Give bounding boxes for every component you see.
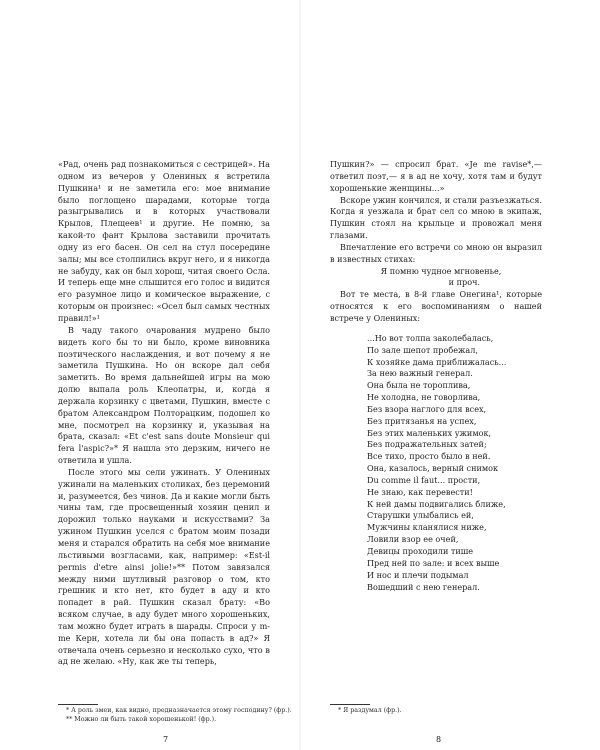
poem-line: За нею важный генерал.: [367, 368, 473, 379]
onegin-poem: [367, 333, 542, 594]
right-footnotes: [330, 706, 542, 715]
right-paragraph-1: Пушкин?» — спросил брат. «Je me ravise*,— ответил поэт,— я в ад не хочу, хотя там и будут хорошенькие женщины...»: [330, 159, 542, 193]
right-footnote-1: * Я раздумал (фр.).: [338, 707, 402, 714]
poem-line: ...Но вот толпа заколебалась,: [367, 332, 494, 343]
left-footnote-rule: [58, 704, 98, 705]
left-page-number: 7: [163, 735, 169, 744]
poem-line: Пред ней по зале: и всех выше: [367, 557, 500, 568]
poem-line: Девицы проходили тише: [367, 546, 474, 556]
poem-line: Ловили взор ее очей,: [367, 534, 459, 545]
poem-line: Она, казалось, верный снимок: [367, 463, 499, 474]
poem-line: Она была не тороплива,: [367, 380, 471, 391]
poem-line: Без взора наглого для всех,: [367, 403, 487, 414]
left-text-column: [58, 159, 270, 668]
poem-line: Все тихо, просто было в ней.: [367, 451, 491, 462]
poem-line: По зале шепот пробежал,: [367, 344, 478, 355]
poem-line: К хозяйке дама приближалась...: [367, 356, 507, 367]
right-paragraph-4: Вот те места, в 8-й главе Онегина¹, которые относятся к его воспоминаниям о нашей встрече у Олениных:: [330, 289, 542, 323]
right-footnote-rule: [330, 704, 370, 705]
verse-quote-first-line: Я помню чудное мгновенье,: [380, 265, 502, 276]
poem-line: Старушки улыбались ей,: [367, 510, 474, 521]
left-paragraph-2: В чаду такого очарования мудрено было видеть кого бы то ни было, кроме виновника поэтического наслаждения, и вот почему я не заметила Пушкина. Но он вскоре дал себя заметить. Во время дальнейшей игры на мою долю выпала роль Клеопатры, и, когда я держала корзинку с цветами, Пушкин, вместе с братом Александром Полторацким, подошел ко мне, посмотрел на корзинку и, указывая на брата, сказал: «Et c'est sans doute Monsieur qui fera l'aspic?»* Я нашла это дерзким, ничего не ответила и ушла.: [58, 324, 270, 466]
poem-line: Мужчины кланялися ниже,: [367, 522, 487, 533]
poem-line: Без притязанья на успех,: [367, 415, 477, 426]
poem-line: И нос и плечи подымал: [367, 569, 469, 580]
left-paragraph-3: После этого мы сели ужинать. У Олениных ужинали на маленьких столиках, без церемоний и, разумеется, без чинов. Да и какие могли быть чины там, где просвещенный хозяин ценил и дорожил только науками и искусствами? За ужином Пушкин уселся с братом моим позади меня и старался обратить на себя мое внимание льстивыми возгласами, как, например: «Est-il permis d'etre ainsi jolie!»** Потом завязался между ними шутливый разговор о том, кто грешник и кто нет, кто будет в аду и кто попадет в рай. Пушкин сказал брату: «Во всяком случае, в аду будет много хорошеньких, там можно будет играть в шарады. Спроси у m-me Керн, хотела ли бы она попасть в ад?» Я отвечала очень серьезно и несколько сухо, что в ад не желаю. «Ну, как же ты теперь,: [58, 466, 270, 667]
poem-line: Вошедший с нею генерал.: [367, 581, 480, 592]
right-text-column: [330, 159, 542, 593]
poem-line: Без подражательных затей;: [367, 439, 487, 450]
poem-line: Без этих маленьких ужимок,: [367, 427, 492, 438]
right-paragraph-2: Вскоре ужин кончился, и стали разъезжаться. Когда я уезжала и брат сел со мною в экипаж, Пушкин стоял на крыльце и провожал меня глазами.: [330, 194, 542, 241]
left-paragraph-1: «Рад, очень рад познакомиться с сестрицей». На одном из вечеров у Олениных я встретила Пушкина¹ и не заметила его: мое внимание было поглощено шарадами, которые тогда разыгрывались и в которых участвовали Крылов, Плещеев¹ и другие. Не помню, за какой-то фант Крылова заставили прочитать одну из его басен. Он сел на стул посередине залы; мы все столпились вкруг него, и я никогда не забуду, как он был хорош, читая своего Осла. И теперь еще мне слышится его голос и видится его разумное лицо и комическое выражение, с которым он произнес: «Осел был самых честных правил!»¹: [58, 159, 270, 323]
left-footnote-1: * А роль змеи, как видно, предназначается этому господину? (фр.).: [66, 707, 292, 714]
right-paragraph-3: Впечатление его встречи со мною он выразил в известных стихах:: [330, 241, 542, 264]
left-footnotes: [58, 706, 292, 724]
verse-quote-etc: и проч.: [448, 277, 480, 288]
poem-line: Не холодна, не говорлива,: [367, 392, 481, 403]
poem-line: К ней дамы подвигались ближе,: [367, 498, 506, 509]
poem-line: Du comme il faut... прости,: [367, 474, 481, 485]
right-page-number: 8: [436, 735, 442, 744]
left-footnote-2: ** Можно ли быть такой хорошенькой! (фр.).: [66, 716, 217, 724]
poem-line: Не знаю, как перевести!: [367, 486, 473, 497]
